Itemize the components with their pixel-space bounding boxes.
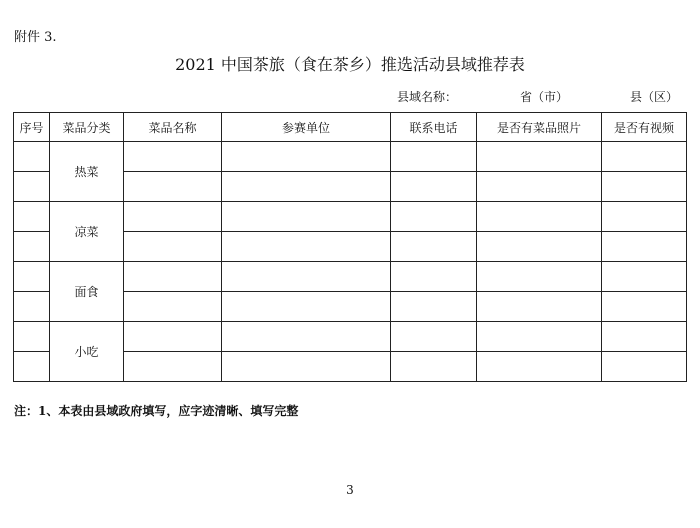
photo-cell: [477, 262, 602, 292]
dish-name-cell: [124, 202, 222, 232]
unit-cell: [222, 202, 391, 232]
video-cell: [602, 232, 687, 262]
unit-cell: [222, 352, 391, 382]
video-cell: [602, 352, 687, 382]
dish-name-cell: [124, 322, 222, 352]
photo-cell: [477, 202, 602, 232]
phone-cell: [391, 352, 477, 382]
serial-cell: [14, 142, 50, 172]
phone-cell: [391, 322, 477, 352]
header-serial-number: 序号: [14, 113, 50, 142]
dish-name-cell: [124, 292, 222, 322]
table-row: [14, 142, 687, 172]
dish-name-cell: [124, 172, 222, 202]
header-participating-unit: 参赛单位: [222, 113, 391, 142]
serial-cell: [14, 262, 50, 292]
video-cell: [602, 262, 687, 292]
unit-cell: [222, 262, 391, 292]
header-dish-name: 菜品名称: [124, 113, 222, 142]
dish-name-cell: [124, 142, 222, 172]
unit-cell: [222, 322, 391, 352]
photo-cell: [477, 292, 602, 322]
category-cold-dishes: 凉菜: [50, 202, 124, 262]
video-cell: [602, 202, 687, 232]
unit-cell: [222, 232, 391, 262]
photo-cell: [477, 322, 602, 352]
unit-cell: [222, 172, 391, 202]
category-snacks: 小吃: [50, 322, 124, 382]
phone-cell: [391, 292, 477, 322]
category-noodles: 面食: [50, 262, 124, 322]
dish-name-cell: [124, 352, 222, 382]
serial-cell: [14, 232, 50, 262]
phone-cell: [391, 262, 477, 292]
county-label: 县（区）: [630, 90, 679, 104]
phone-cell: [391, 172, 477, 202]
table-header-row: [14, 113, 687, 142]
phone-cell: [391, 142, 477, 172]
dish-name-cell: [124, 232, 222, 262]
header-has-video: 是否有视频: [602, 113, 687, 142]
header-has-photo: 是否有菜品照片: [477, 113, 602, 142]
serial-cell: [14, 172, 50, 202]
header-dish-category: 菜品分类: [50, 113, 124, 142]
serial-cell: [14, 322, 50, 352]
category-hot-dishes: 热菜: [50, 142, 124, 202]
page-title: 2021 中国茶旅（食在茶乡）推选活动县域推荐表: [175, 55, 525, 74]
photo-cell: [477, 142, 602, 172]
province-label: 省（市）: [520, 90, 569, 104]
footnote: 注：1、本表由县域政府填写，应字迹清晰、填写完整: [14, 404, 299, 418]
table-row: [14, 202, 687, 232]
table-row: [14, 322, 687, 352]
dish-name-cell: [124, 262, 222, 292]
unit-cell: [222, 142, 391, 172]
video-cell: [602, 322, 687, 352]
photo-cell: [477, 232, 602, 262]
video-cell: [602, 292, 687, 322]
serial-cell: [14, 292, 50, 322]
photo-cell: [477, 352, 602, 382]
serial-cell: [14, 352, 50, 382]
unit-cell: [222, 292, 391, 322]
phone-cell: [391, 202, 477, 232]
table-row: [14, 262, 687, 292]
video-cell: [602, 172, 687, 202]
video-cell: [602, 142, 687, 172]
photo-cell: [477, 172, 602, 202]
page-number: 3: [346, 483, 354, 497]
attachment-label: 附件 3.: [14, 30, 57, 45]
serial-cell: [14, 202, 50, 232]
recommendation-table: [13, 112, 687, 382]
phone-cell: [391, 232, 477, 262]
county-name-label: 县域名称：: [397, 90, 458, 104]
header-contact-phone: 联系电话: [391, 113, 477, 142]
